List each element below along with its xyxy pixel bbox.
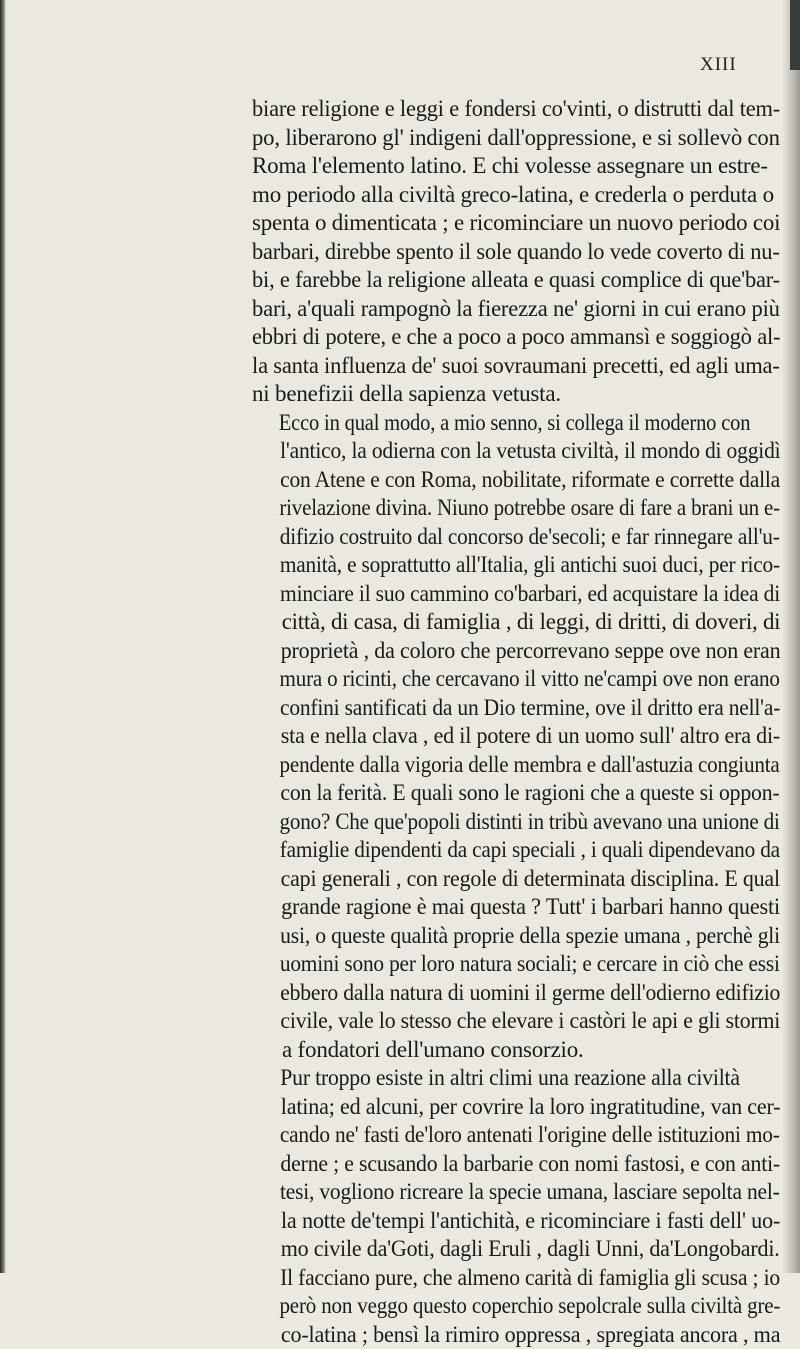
text-line: pendente dalla vigoria delle membra e dall'astuzia congiunta bbox=[252, 751, 737, 780]
text-line: Ecco in qual modo, a mio senno, si collega il moderno con bbox=[252, 409, 723, 438]
text-line: ebbri di potere, e che a poco a poco ammansì e soggiogò al- bbox=[252, 323, 769, 352]
text-line: Roma l'elemento latino. E chi volesse assegnare un estre- bbox=[252, 152, 780, 181]
text-line: cando ne' fasti de'loro antenati l'origine delle istituzioni mo- bbox=[252, 1121, 742, 1150]
text-line: difizio costruito dal concorso de'secoli; e far rinnegare all'u- bbox=[252, 523, 741, 552]
paragraph-1 bbox=[252, 95, 780, 409]
text-line: con la ferità. E quali sono le ragioni che a queste si oppon- bbox=[252, 779, 752, 808]
page-corner-shadow bbox=[790, 0, 800, 70]
text-line: ebbero dalla natura di uomini il germe dell'odierno edifizio bbox=[252, 979, 749, 1008]
text-line: Il facciano pure, che almeno carità di famiglia gli scusa ; io bbox=[252, 1264, 747, 1293]
text-line: co-latina ; bensì la rimiro oppressa , spregiata ancora , ma bbox=[252, 1321, 760, 1349]
text-line: bi, e farebbe la religione alleata e quasi complice di que'bar- bbox=[252, 266, 767, 295]
paragraph-2 bbox=[252, 409, 780, 1065]
text-line: usi, o queste qualità proprie della spezie umana , perchè gli bbox=[252, 922, 748, 951]
text-line: spenta o dimenticata ; e ricominciare un nuovo periodo coi bbox=[252, 209, 779, 238]
text-line: sta e nella clava , ed il potere di un uomo sull' altro era di- bbox=[252, 722, 758, 751]
text-line: bari, a'quali rampognò la fierezza ne' giorni in cui erano più bbox=[252, 295, 771, 324]
text-line: manità, e soprattutto all'Italia, gli antichi suoi duci, per rico- bbox=[252, 551, 742, 580]
text-line: biare religione e leggi e fondersi co'vinti, o distrutti dal tem- bbox=[252, 95, 767, 124]
text-line: tesi, vogliono ricreare la specie umana, lasciare sepolta nel- bbox=[252, 1178, 745, 1207]
text-line: la notte de'tempi l'antichità, e ricominciare i fasti dell' uo- bbox=[252, 1207, 762, 1236]
text-line: la santa influenza de' suoi sovraumani precetti, ed agli uma- bbox=[252, 352, 769, 381]
text-line: famiglie dipendenti da capi speciali , i quali dipendevano da bbox=[252, 836, 740, 865]
text-line: però non veggo questo coperchio sepolcrale sulla civiltà gre- bbox=[252, 1292, 735, 1321]
page-right-edge bbox=[782, 0, 800, 1273]
text-line: proprietà , da coloro che percorrevano seppe ove non eran bbox=[252, 637, 757, 666]
text-line: Pur troppo esiste in altri climi una reazione alla civiltà bbox=[252, 1064, 750, 1093]
text-line: rivelazione divina. Niuno potrebbe osare di fare a brani un e- bbox=[252, 494, 733, 523]
body-text bbox=[252, 95, 780, 1349]
text-line: a fondatori dell'umano consorzio. bbox=[252, 1036, 780, 1065]
text-line: con Atene e con Roma, nobilitate, riformate e corrette dalla bbox=[252, 466, 746, 495]
paragraph-3 bbox=[252, 1064, 780, 1349]
text-line: ni benefizii della sapienza vetusta. bbox=[252, 380, 780, 409]
text-line: confini santificati da un Dio termine, ove il dritto era nell'a- bbox=[252, 694, 745, 723]
text-line: barbari, direbbe spento il sole quando lo vede coverto di nu- bbox=[252, 238, 766, 267]
text-line: minciare il suo cammino co'barbari, ed acquistare la idea di bbox=[252, 580, 745, 609]
text-line: gono? Che que'popoli distinti in tribù avevano una unione di bbox=[252, 808, 737, 837]
page-number: XIII bbox=[700, 54, 737, 76]
text-line: civile, vale lo stesso che elevare i castòri le api e gli stormi bbox=[252, 1007, 752, 1036]
text-line: città, di casa, di famiglia , di leggi, di dritti, di doveri, di bbox=[252, 608, 775, 637]
text-line: mo civile da'Goti, dagli Eruli , dagli Unni, da'Longobardi. bbox=[252, 1235, 757, 1264]
text-line: mo periodo alla civiltà greco-latina, e crederla o perduta o bbox=[252, 181, 780, 210]
text-line: derne ; e scusando la barbarie con nomi fastosi, e con anti- bbox=[252, 1150, 752, 1179]
page-left-shadow bbox=[0, 0, 6, 1273]
text-line: mura o ricinti, che cercavano il vitto ne'campi ove non erano bbox=[252, 665, 736, 694]
text-line: latina; ed alcuni, per covrire la loro ingratitudine, van cer- bbox=[252, 1093, 759, 1122]
text-line: po, liberarono gl' indigeni dall'oppressione, e si sollevò con bbox=[252, 124, 774, 153]
text-line: l'antico, la odierna con la vetusta civiltà, il mondo di oggidì bbox=[252, 437, 746, 466]
text-line: capi generali , con regole di determinata disciplina. E qual bbox=[252, 865, 755, 894]
text-line: grande ragione è mai questa ? Tutt' i barbari hanno questi bbox=[252, 893, 764, 922]
text-line: uomini sono per loro natura sociali; e cercare in ciò che essi bbox=[252, 950, 742, 979]
